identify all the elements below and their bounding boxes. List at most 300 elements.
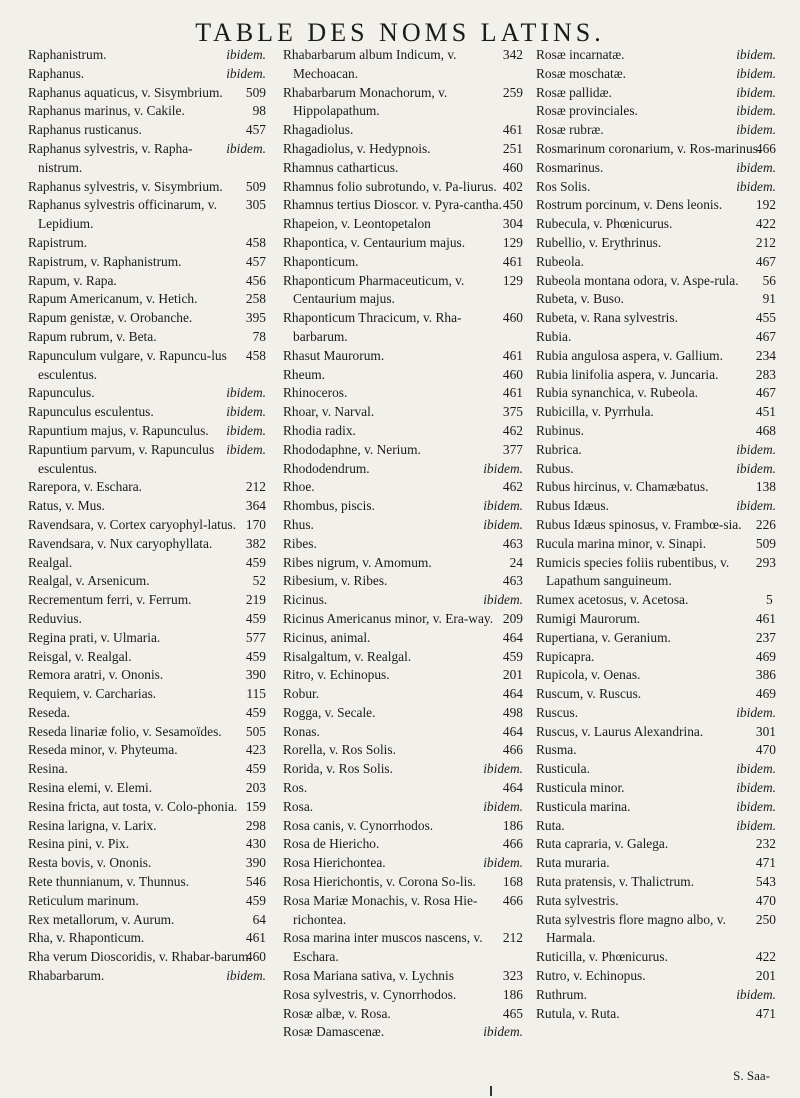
index-entry-ref: 458: [245, 234, 266, 250]
index-entry-ref: 466: [755, 140, 776, 156]
index-entry: [28, 497, 266, 516]
index-entry-text: Rarepora, v. Eschara.: [28, 479, 143, 495]
index-entry: [28, 911, 266, 930]
index-entry-text: Ratus, v. Mus.: [28, 498, 105, 514]
index-entry-text: Risalgaltum, v. Realgal.: [283, 648, 412, 664]
index-entry-text: Rostrum porcinum, v. Dens leonis.: [536, 197, 723, 213]
index-entry-text: Ruta pratensis, v. Thalictrum.: [536, 874, 695, 890]
index-entry-ref: 395: [245, 310, 266, 326]
page-title: TABLE DES NOMS LATINS.: [195, 18, 605, 47]
index-entry-ref: ibidem.: [736, 65, 776, 81]
index-entry: [283, 196, 523, 215]
index-entry-text: Rubus hircinus, v. Chamæbatus.: [536, 479, 709, 495]
index-entry: [536, 666, 776, 685]
index-entry-ref: 467: [755, 385, 776, 401]
index-entry: [28, 384, 266, 403]
index-entry: [536, 629, 776, 648]
index-entry: [283, 272, 523, 310]
index-entry-ref: ibidem.: [226, 968, 266, 984]
index-entry-ref: 457: [245, 253, 266, 269]
index-entry-text: Ros.: [283, 780, 308, 796]
index-entry-ref: 459: [245, 610, 266, 626]
index-entry-ref: 212: [502, 930, 523, 946]
index-entry-text: Rosmarinum coronarium, v. Ros-marinus.: [536, 140, 762, 156]
index-entry-ref: ibidem.: [226, 65, 266, 81]
index-entry-ref: 283: [755, 366, 776, 382]
index-entry-text: Rubrica.: [536, 441, 582, 457]
index-entry-text: Raphanus sylvestris officinarum, v. Lepidium.: [28, 197, 217, 232]
index-entry-text: Resina.: [28, 761, 68, 777]
index-entry: [28, 272, 266, 291]
index-entry-ref: 546: [245, 874, 266, 890]
index-entry: [536, 873, 776, 892]
index-entry-text: Ruta.: [536, 817, 565, 833]
index-entry-text: Reseda.: [28, 704, 71, 720]
index-entry-text: Ribesium, v. Ribes.: [283, 573, 388, 589]
index-entry-ref: 323: [502, 968, 523, 984]
index-entry-text: Rubus.: [536, 460, 574, 476]
index-entry: [283, 347, 523, 366]
index-entry-text: Ribes nigrum, v. Amomum.: [283, 554, 432, 570]
index-entry-text: Rhoar, v. Narval.: [283, 404, 375, 420]
index-entry-ref: 464: [502, 629, 523, 645]
index-entry-text: Raphanus rusticanus.: [28, 122, 142, 138]
index-entry: [283, 1023, 523, 1042]
index-entry: [536, 535, 776, 554]
index-column-3: [536, 46, 776, 1042]
index-entry-ref: 192: [755, 197, 776, 213]
index-entry-text: Requiem, v. Carcharias.: [28, 686, 157, 702]
index-entry-ref: 462: [502, 479, 523, 495]
index-entry-ref: 386: [755, 667, 776, 683]
index-entry-text: Rubellio, v. Erythrinus.: [536, 234, 662, 250]
index-entry-text: Rubeola.: [536, 253, 584, 269]
index-entry-text: Rubia linifolia aspera, v. Juncaria.: [536, 366, 719, 382]
index-entry-text: Ruthrum.: [536, 986, 587, 1002]
index-entry: [536, 215, 776, 234]
index-entry-text: Rosa de Hiericho.: [283, 836, 380, 852]
index-entry: [28, 948, 266, 967]
index-entry-ref: 250: [755, 911, 776, 927]
index-entry-ref: 456: [245, 272, 266, 288]
index-entry-text: Reduvius.: [28, 610, 82, 626]
index-entry-text: Reseda minor, v. Phyteuma.: [28, 742, 178, 758]
index-entry-text: Rosa Hierichontis, v. Corona So-lis.: [283, 874, 476, 890]
index-entry-text: Rhoe.: [283, 479, 315, 495]
index-entry: [536, 366, 776, 385]
index-entry: [283, 967, 523, 986]
index-entry: [283, 215, 523, 234]
index-entry: [536, 84, 776, 103]
index-entry-ref: 466: [502, 892, 523, 908]
index-entry-text: Rhabarbarum.: [28, 968, 105, 984]
index-entry-text: Rubicilla, v. Pyrrhula.: [536, 404, 654, 420]
index-entry: [28, 835, 266, 854]
index-entry-ref: 509: [245, 178, 266, 194]
index-entry: [283, 685, 523, 704]
index-entry: [28, 102, 266, 121]
index-entry-ref: 64: [252, 911, 266, 927]
index-entry-ref: 459: [502, 648, 523, 664]
index-entry-text: Ravendsara, v. Cortex caryophyl-latus.: [28, 516, 237, 532]
index-entry: [28, 892, 266, 911]
index-entry-ref: 78: [252, 328, 266, 344]
index-entry-ref: 377: [502, 441, 523, 457]
index-entry-text: Rubinus.: [536, 422, 584, 438]
index-entry-text: Ricinus.: [283, 592, 328, 608]
index-entry: [283, 46, 523, 84]
index-entry: [28, 309, 266, 328]
index-entry-ref: 298: [245, 817, 266, 833]
index-entry: [28, 554, 266, 573]
index-entry-ref: ibidem.: [226, 441, 266, 457]
index-entry: [283, 84, 523, 122]
index-entry-text: Rusticula.: [536, 761, 590, 777]
index-entry: [28, 253, 266, 272]
index-entry-ref: ibidem.: [736, 122, 776, 138]
index-entry-ref: ibidem.: [736, 460, 776, 476]
index-entry-ref: 98: [252, 103, 266, 119]
index-entry: [536, 478, 776, 497]
index-entry-ref: 382: [245, 535, 266, 551]
index-entry-ref: 422: [755, 949, 776, 965]
index-entry: [536, 554, 776, 592]
index-entry-text: Rex metallorum, v. Aurum.: [28, 911, 175, 927]
index-entry-ref: ibidem.: [736, 761, 776, 777]
index-entry: [283, 384, 523, 403]
index-entry: [283, 741, 523, 760]
index-entry: [536, 779, 776, 798]
index-entry: [28, 535, 266, 554]
index-entry-text: Rapuntium parvum, v. Rapunculus esculentus.: [28, 441, 215, 476]
index-entry-ref: 455: [755, 310, 776, 326]
index-entry-ref: ibidem.: [736, 798, 776, 814]
index-entry-text: Rosa sylvestris, v. Cynorrhodos.: [283, 986, 457, 1002]
index-entry-ref: 466: [502, 836, 523, 852]
index-entry-text: Rhombus, piscis.: [283, 498, 375, 514]
index-entry-ref: 470: [755, 892, 776, 908]
index-entry-ref: 390: [245, 667, 266, 683]
index-entry: [28, 234, 266, 253]
index-entry-text: Rhodia radix.: [283, 422, 356, 438]
index-entry: [536, 986, 776, 1005]
index-entry: [28, 629, 266, 648]
index-entry: [283, 497, 523, 516]
index-entry-ref: 459: [245, 704, 266, 720]
signature-mark: S. Saa-: [733, 1068, 770, 1083]
index-entry: [28, 648, 266, 667]
index-entry: [28, 610, 266, 629]
index-entry-ref: ibidem.: [226, 404, 266, 420]
index-entry-text: Rosæ albæ, v. Rosa.: [283, 1005, 391, 1021]
index-entry-ref: 305: [245, 197, 266, 213]
index-entry-ref: ibidem.: [226, 422, 266, 438]
index-entry: [283, 704, 523, 723]
index-column-2: [283, 46, 523, 1042]
index-entry: [283, 516, 523, 535]
index-entry: [28, 929, 266, 948]
index-entry-ref: ibidem.: [736, 704, 776, 720]
index-entry: [536, 648, 776, 667]
index-entry: [28, 328, 266, 347]
index-entry: [536, 140, 776, 159]
index-entry-ref: 342: [502, 47, 523, 62]
index-entry: [536, 967, 776, 986]
index-entry-text: Rapunculus esculentus.: [28, 404, 154, 420]
index-entry-text: Rosæ pallidæ.: [536, 84, 612, 100]
index-entry-text: Rapum, v. Rapa.: [28, 272, 117, 288]
index-entry-text: Rosa.: [283, 798, 314, 814]
index-entry: [283, 835, 523, 854]
index-entry-text: Raphanus marinus, v. Cakile.: [28, 103, 185, 119]
index-entry-ref: 467: [755, 328, 776, 344]
index-entry-ref: ibidem.: [483, 498, 523, 514]
index-entry-ref: 461: [245, 930, 266, 946]
index-entry-ref: 129: [502, 272, 523, 288]
index-entry: [536, 441, 776, 460]
index-entry-text: Rapum rubrum, v. Beta.: [28, 328, 157, 344]
index-entry: [536, 272, 776, 291]
index-entry-text: Rupertiana, v. Geranium.: [536, 629, 671, 645]
index-entry-ref: 423: [245, 742, 266, 758]
index-entry-ref: 129: [502, 234, 523, 250]
index-entry-text: Rhagadiolus, v. Hedypnois.: [283, 140, 431, 156]
index-entry-text: Rapum Americanum, v. Hetich.: [28, 291, 198, 307]
index-entry: [536, 178, 776, 197]
index-entry-text: Rumicis species foliis rubentibus, v. Lapathum sanguineum.: [536, 554, 730, 589]
index-entry: [283, 854, 523, 873]
index-entry-ref: 203: [245, 780, 266, 796]
index-entry-ref: ibidem.: [226, 140, 266, 156]
index-entry-ref: 577: [245, 629, 266, 645]
index-entry-text: Rutro, v. Echinopus.: [536, 968, 646, 984]
index-entry-ref: ibidem.: [736, 498, 776, 514]
index-entry-text: Rhaponticum Thracicum, v. Rha-barbarum.: [283, 310, 462, 344]
index-entry: [536, 328, 776, 347]
index-entry-ref: 460: [245, 949, 266, 965]
index-entry-text: Realgal.: [28, 554, 73, 570]
index-entry-ref: 258: [245, 291, 266, 307]
index-entry-ref: ibidem.: [736, 780, 776, 796]
index-entry-ref: 509: [245, 84, 266, 100]
index-entry-ref: 226: [755, 516, 776, 532]
index-entry-text: Ruta muraria.: [536, 855, 610, 871]
index-entry-text: Rosæ Damascenæ.: [283, 1024, 385, 1040]
index-entry-text: Rosmarinus.: [536, 159, 604, 175]
index-entry-ref: 251: [502, 140, 523, 156]
index-entry-ref: 212: [245, 479, 266, 495]
index-entry-ref: 168: [502, 874, 523, 890]
index-entry-ref: 469: [755, 686, 776, 702]
index-entry-ref: 234: [755, 347, 776, 363]
index-entry-ref: 458: [245, 347, 266, 363]
index-columns: [28, 46, 780, 1042]
index-entry-text: Rha verum Dioscoridis, v. Rhabar-barum.: [28, 949, 252, 965]
index-entry: [283, 309, 523, 347]
index-entry: [536, 384, 776, 403]
index-entry-ref: 509: [755, 535, 776, 551]
index-entry: [28, 441, 266, 479]
index-entry-text: Rhamnus folio subrotundo, v. Pa-liurus.: [283, 178, 497, 194]
index-entry-ref: ibidem.: [736, 159, 776, 175]
index-entry-text: Raphanus sylvestris, v. Sisymbrium.: [28, 178, 223, 194]
index-entry-text: Rapistrum, v. Raphanistrum.: [28, 253, 182, 269]
index-entry: [28, 422, 266, 441]
index-entry-ref: 237: [755, 629, 776, 645]
index-entry-text: Reseda linariæ folio, v. Sesamoïdes.: [28, 723, 222, 739]
index-entry-text: Rubus Idæus spinosus, v. Frambœ-sia.: [536, 516, 742, 532]
index-entry: [536, 309, 776, 328]
index-entry-text: Rubecula, v. Phœnicurus.: [536, 216, 673, 232]
index-entry: [283, 666, 523, 685]
index-entry: [283, 460, 523, 479]
index-entry: [283, 929, 523, 967]
index-entry: [536, 121, 776, 140]
index-entry-text: Rhasut Maurorum.: [283, 347, 385, 363]
index-entry-text: Reisgal, v. Realgal.: [28, 648, 132, 664]
index-entry: [536, 253, 776, 272]
index-entry-text: Rosa Mariana sativa, v. Lychnis: [283, 968, 454, 984]
index-entry: [283, 723, 523, 742]
index-entry-ref: ibidem.: [736, 84, 776, 100]
index-entry: [536, 159, 776, 178]
index-entry-ref: 471: [755, 855, 776, 871]
index-entry-text: Ros Solis.: [536, 178, 591, 194]
index-entry-text: Rubia angulosa aspera, v. Gallium.: [536, 347, 723, 363]
index-entry-ref: 212: [755, 234, 776, 250]
index-entry: [28, 178, 266, 197]
index-entry: [283, 591, 523, 610]
index-entry: [536, 911, 776, 949]
index-entry-text: Resina pini, v. Pix.: [28, 836, 130, 852]
index-entry: [28, 572, 266, 591]
index-entry-text: Raphanus sylvestris, v. Rapha-nistrum.: [28, 140, 193, 175]
index-entry: [283, 253, 523, 272]
index-entry-ref: 56: [762, 272, 776, 288]
index-entry: [536, 835, 776, 854]
index-entry: [536, 817, 776, 836]
index-entry: [536, 854, 776, 873]
index-entry: [283, 478, 523, 497]
index-entry-text: Rubia synanchica, v. Rubeola.: [536, 385, 699, 401]
index-entry-ref: 459: [245, 892, 266, 908]
index-entry-ref: ibidem.: [226, 385, 266, 401]
index-entry-ref: 52: [252, 573, 266, 589]
index-entry: [28, 666, 266, 685]
index-entry-text: Rhinoceros.: [283, 385, 348, 401]
index-entry-ref: 375: [502, 404, 523, 420]
index-entry: [536, 723, 776, 742]
index-entry-text: Raphanus.: [28, 65, 85, 81]
index-entry-text: Ravendsara, v. Nux caryophyllata.: [28, 535, 213, 551]
index-entry-ref: ibidem.: [483, 798, 523, 814]
index-entry: [28, 347, 266, 385]
index-entry: [536, 497, 776, 516]
index-entry: [283, 234, 523, 253]
index-entry: [283, 1005, 523, 1024]
index-entry: [536, 685, 776, 704]
index-entry-ref: 461: [502, 253, 523, 269]
index-entry-ref: 468: [755, 422, 776, 438]
index-entry: [283, 366, 523, 385]
index-entry-text: Raphanus aquaticus, v. Sisymbrium.: [28, 84, 223, 100]
index-entry-ref: 364: [245, 498, 266, 514]
index-column-1: [28, 46, 266, 1042]
index-entry-ref: 138: [755, 479, 776, 495]
index-entry: [283, 121, 523, 140]
index-entry-ref: 461: [502, 122, 523, 138]
index-entry: [536, 610, 776, 629]
index-entry: [283, 760, 523, 779]
index-entry-ref: ibidem.: [736, 178, 776, 194]
index-entry-ref: 301: [755, 723, 776, 739]
index-entry: [536, 422, 776, 441]
index-entry-ref: 219: [245, 592, 266, 608]
index-entry: [283, 986, 523, 1005]
index-entry-text: Ruscum, v. Ruscus.: [536, 686, 642, 702]
index-entry-ref: 259: [502, 84, 523, 100]
index-entry-ref: 201: [502, 667, 523, 683]
index-entry: [536, 65, 776, 84]
index-entry-ref: 24: [509, 554, 523, 570]
index-entry-ref: 91: [762, 291, 776, 307]
index-entry-text: Remora aratri, v. Ononis.: [28, 667, 164, 683]
index-entry-text: Rhabarbarum album Indicum, v. Mechoacan.: [283, 47, 457, 81]
index-entry-text: Rhaponticum.: [283, 253, 359, 269]
index-entry: [283, 441, 523, 460]
index-entry-ref: 186: [502, 986, 523, 1002]
index-entry: [536, 196, 776, 215]
index-entry: [283, 403, 523, 422]
index-entry-text: Rapunculum vulgare, v. Rapuncu-lus esculentus.: [28, 347, 227, 382]
index-entry: [28, 685, 266, 704]
index-entry-ref: 471: [755, 1005, 776, 1021]
index-entry-ref: 457: [245, 122, 266, 138]
index-entry-ref: 461: [502, 347, 523, 363]
index-entry: [28, 704, 266, 723]
index-entry-ref: 463: [502, 535, 523, 551]
index-entry-text: Rhododaphne, v. Nerium.: [283, 441, 421, 457]
index-entry-text: Rucula marina minor, v. Sinapi.: [536, 535, 707, 551]
index-entry-ref: ibidem.: [736, 817, 776, 833]
index-entry: [28, 779, 266, 798]
index-entry: [536, 46, 776, 65]
index-entry-ref: 170: [245, 516, 266, 532]
index-entry-text: Rhagadiolus.: [283, 122, 354, 138]
index-entry-text: Rhamnus tertius Dioscor. v. Pyra-cantha.: [283, 197, 502, 213]
index-entry: [28, 873, 266, 892]
index-entry-text: Rha, v. Rhaponticum.: [28, 930, 145, 946]
index-entry-text: Ritro, v. Echinopus.: [283, 667, 390, 683]
index-entry-text: Rumex acetosus, v. Acetosa.: [536, 592, 689, 608]
index-entry-ref: ibidem.: [736, 47, 776, 62]
index-entry-text: Rapum genistæ, v. Orobanche.: [28, 310, 193, 326]
index-entry: [283, 817, 523, 836]
index-entry: [28, 46, 266, 65]
index-entry: 5 Rumex acetosus, v. Acetosa.: [536, 592, 773, 608]
index-entry: [536, 741, 776, 760]
index-entry-ref: 451: [755, 404, 776, 420]
index-entry-text: Rubeola montana odora, v. Aspe-rula.: [536, 272, 739, 288]
index-entry-ref: 462: [502, 422, 523, 438]
index-entry-text: Regina prati, v. Ulmaria.: [28, 629, 161, 645]
index-entry-text: Rupicola, v. Oenas.: [536, 667, 641, 683]
index-entry: [28, 723, 266, 742]
index-entry-text: Rubeta, v. Buso.: [536, 291, 625, 307]
index-entry: [28, 290, 266, 309]
index-entry: [536, 347, 776, 366]
index-entry-ref: 304: [502, 216, 523, 232]
